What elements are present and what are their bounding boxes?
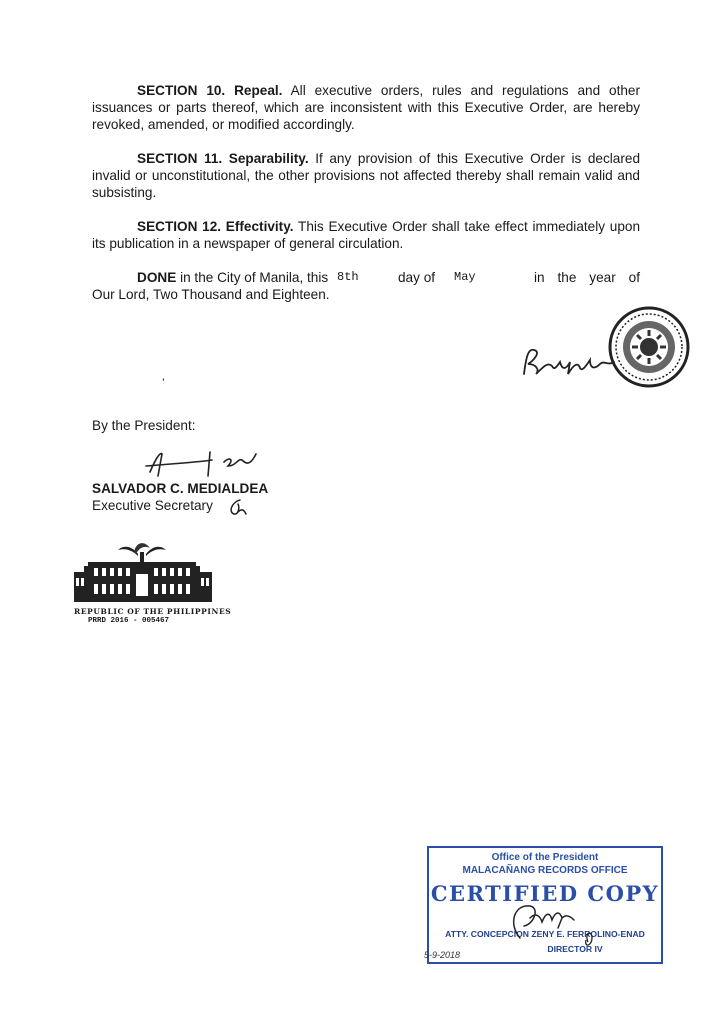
section-11-body: If any provision of this Executive Order is declared invalid or unconstitutional, the other provisions not affected thereby shall remain valid and subsisting. [92, 151, 641, 200]
done-lead-group [137, 270, 328, 285]
section-11-paragraph [92, 150, 640, 201]
section-11-heading: SECTION 11. Separability. [137, 151, 309, 166]
signatory-title: Executive Secretary [92, 498, 213, 513]
section-10-paragraph [92, 82, 640, 133]
section-12-heading: SECTION 12. Effectivity. [137, 219, 294, 234]
certifier-signature [500, 894, 600, 954]
done-day: 8th [337, 270, 359, 284]
palace-stamp-line1: REPUBLIC OF THE PHILIPPINES [74, 607, 232, 616]
done-month: May [454, 270, 476, 284]
stamp-records-line: MALACAÑANG RECORDS OFFICE [462, 865, 628, 876]
done-part3: in the year of [534, 270, 640, 285]
section-12-paragraph [92, 218, 640, 252]
stamp-attorney-name: ATTY. CONCEPCION ZENY E. FERROLINO-ENAD [445, 929, 645, 939]
done-line2: Our Lord, Two Thousand and Eighteen. [92, 287, 330, 302]
initials-mark [226, 498, 250, 518]
stamp-certified-copy: CERTIFIED COPY [430, 881, 660, 906]
malacanang-palace-icon [74, 534, 214, 606]
palace-stamp-line2: PRRD 2016 - 005467 [88, 617, 170, 625]
signatory-name: SALVADOR C. MEDIALDEA [92, 481, 269, 496]
president-signature [518, 340, 622, 382]
done-part2: day of [398, 270, 436, 285]
done-part1: in the City of Manila, this [180, 270, 329, 285]
section-10-heading: SECTION 10. Repeal. [137, 83, 283, 98]
executive-secretary-signature [140, 448, 270, 480]
section-12-body: This Executive Order shall take effect immediately upon its publication in a newspaper of general circulation. [92, 219, 641, 251]
stray-mark-icon: ’ [162, 376, 165, 390]
stamp-date-note: 5-9-2018 [424, 950, 461, 960]
stamp-office-line: Office of the President [491, 852, 599, 863]
by-the-president: By the President: [92, 418, 196, 433]
section-10-body: All executive orders, rules and regulations and other issuances or parts thereof, which are inconsistent with this Executive Order, are hereby revoked, amended, or modified accordingly. [92, 83, 640, 132]
done-lead: DONE [137, 270, 177, 285]
stamp-director: DIRECTOR IV [547, 944, 603, 954]
